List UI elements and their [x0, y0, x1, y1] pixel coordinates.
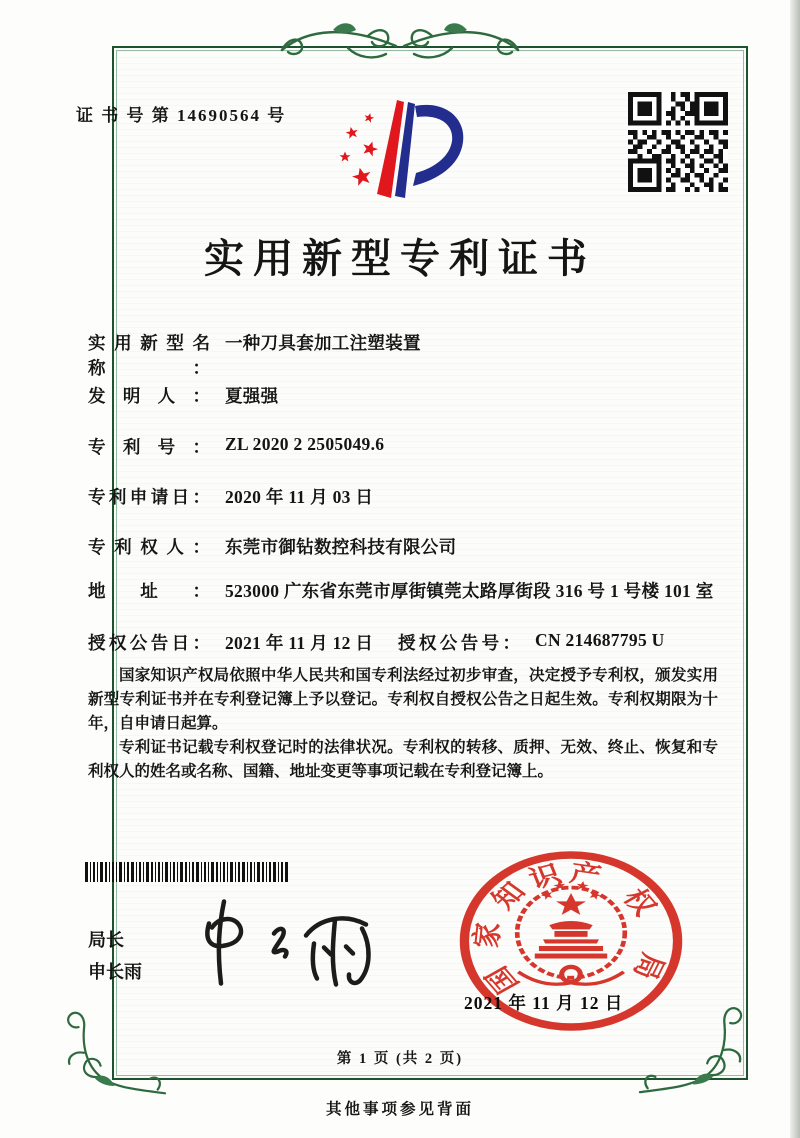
certificate-title: 实用新型专利证书: [204, 236, 596, 281]
field-value: CN 214687795 U: [535, 630, 665, 650]
seal-char: 识: [525, 860, 566, 895]
signer-name: 申长雨: [88, 962, 142, 982]
legal-text: [88, 664, 718, 784]
field-label: 专利申请日：: [88, 487, 210, 507]
top-flourish-left-icon: [278, 16, 400, 72]
field-label: 专利权人：: [88, 537, 210, 557]
signature-handwriting-icon: [194, 893, 399, 993]
seal-char: 知: [486, 877, 533, 915]
field-label: 授权公告号：: [398, 633, 520, 653]
field-value: 2020 年 11 月 03 日: [225, 487, 374, 507]
field-value: 一种刀具套加工注塑装置: [225, 333, 421, 353]
field-filing-date: [88, 484, 373, 509]
field-value: 夏强强: [225, 386, 279, 406]
field-value: 2021 年 11 月 12 日: [225, 633, 374, 653]
page-indicator: 第 1 页 (共 2 页): [336, 1051, 464, 1067]
field-label: 授权公告日：: [88, 633, 210, 653]
seal-char: 产: [567, 859, 604, 891]
field-patent-number: [88, 434, 384, 459]
field-label: 地址：: [88, 581, 210, 601]
signer-title: 局长: [88, 930, 124, 950]
photo-edge-shadow: [790, 0, 800, 1138]
seal-date: 2021 年 11 月 12 日: [464, 993, 624, 1013]
cnipa-logo-icon: [325, 96, 475, 204]
field-grant-date: [88, 630, 373, 655]
seal-char: 权: [615, 884, 662, 921]
field-label: 发明人：: [88, 386, 210, 406]
top-flourish-right-icon: [400, 16, 522, 72]
field-label: 实用新型名称：: [88, 333, 210, 378]
field-inventor: [88, 383, 278, 408]
field-value: 东莞市御钻数控科技有限公司: [225, 537, 457, 557]
field-value: ZL 2020 2 2505049.6: [225, 434, 385, 454]
seal-char: 家: [470, 921, 507, 949]
field-label: 专利号：: [88, 437, 210, 457]
back-side-note: 其他事项参见背面: [325, 1101, 474, 1118]
field-patentee: [88, 534, 456, 559]
barcode-icon: [85, 862, 290, 882]
field-address: [88, 578, 727, 605]
field-grant-number: [398, 630, 665, 655]
legal-paragraph-2: 专利证书记载专利权登记时的法律状况。专利权的转移、质押、无效、终止、恢复和专利权人的姓名或名称、国籍、地址变更等事项记载在专利登记簿上。: [88, 739, 718, 780]
qr-code-icon: [628, 92, 728, 192]
field-utility-model-name: [88, 330, 421, 380]
seal-char: 局: [626, 949, 670, 983]
field-value: 523000 广东省东莞市厚街镇莞太路厚街段 316 号 1 号楼 101 室: [225, 581, 714, 601]
legal-paragraph-1: 国家知识产权局依照中华人民共和国专利法经过初步审查，决定授予专利权，颁发实用新型专利证书并在专利登记簿上予以登记。专利权自授权公告之日起生效。专利权期限为十年，自申请日起算。: [88, 667, 718, 732]
certificate-number: 证 书 号 第 14690564 号: [76, 106, 287, 125]
seal-char: 国: [480, 961, 527, 998]
